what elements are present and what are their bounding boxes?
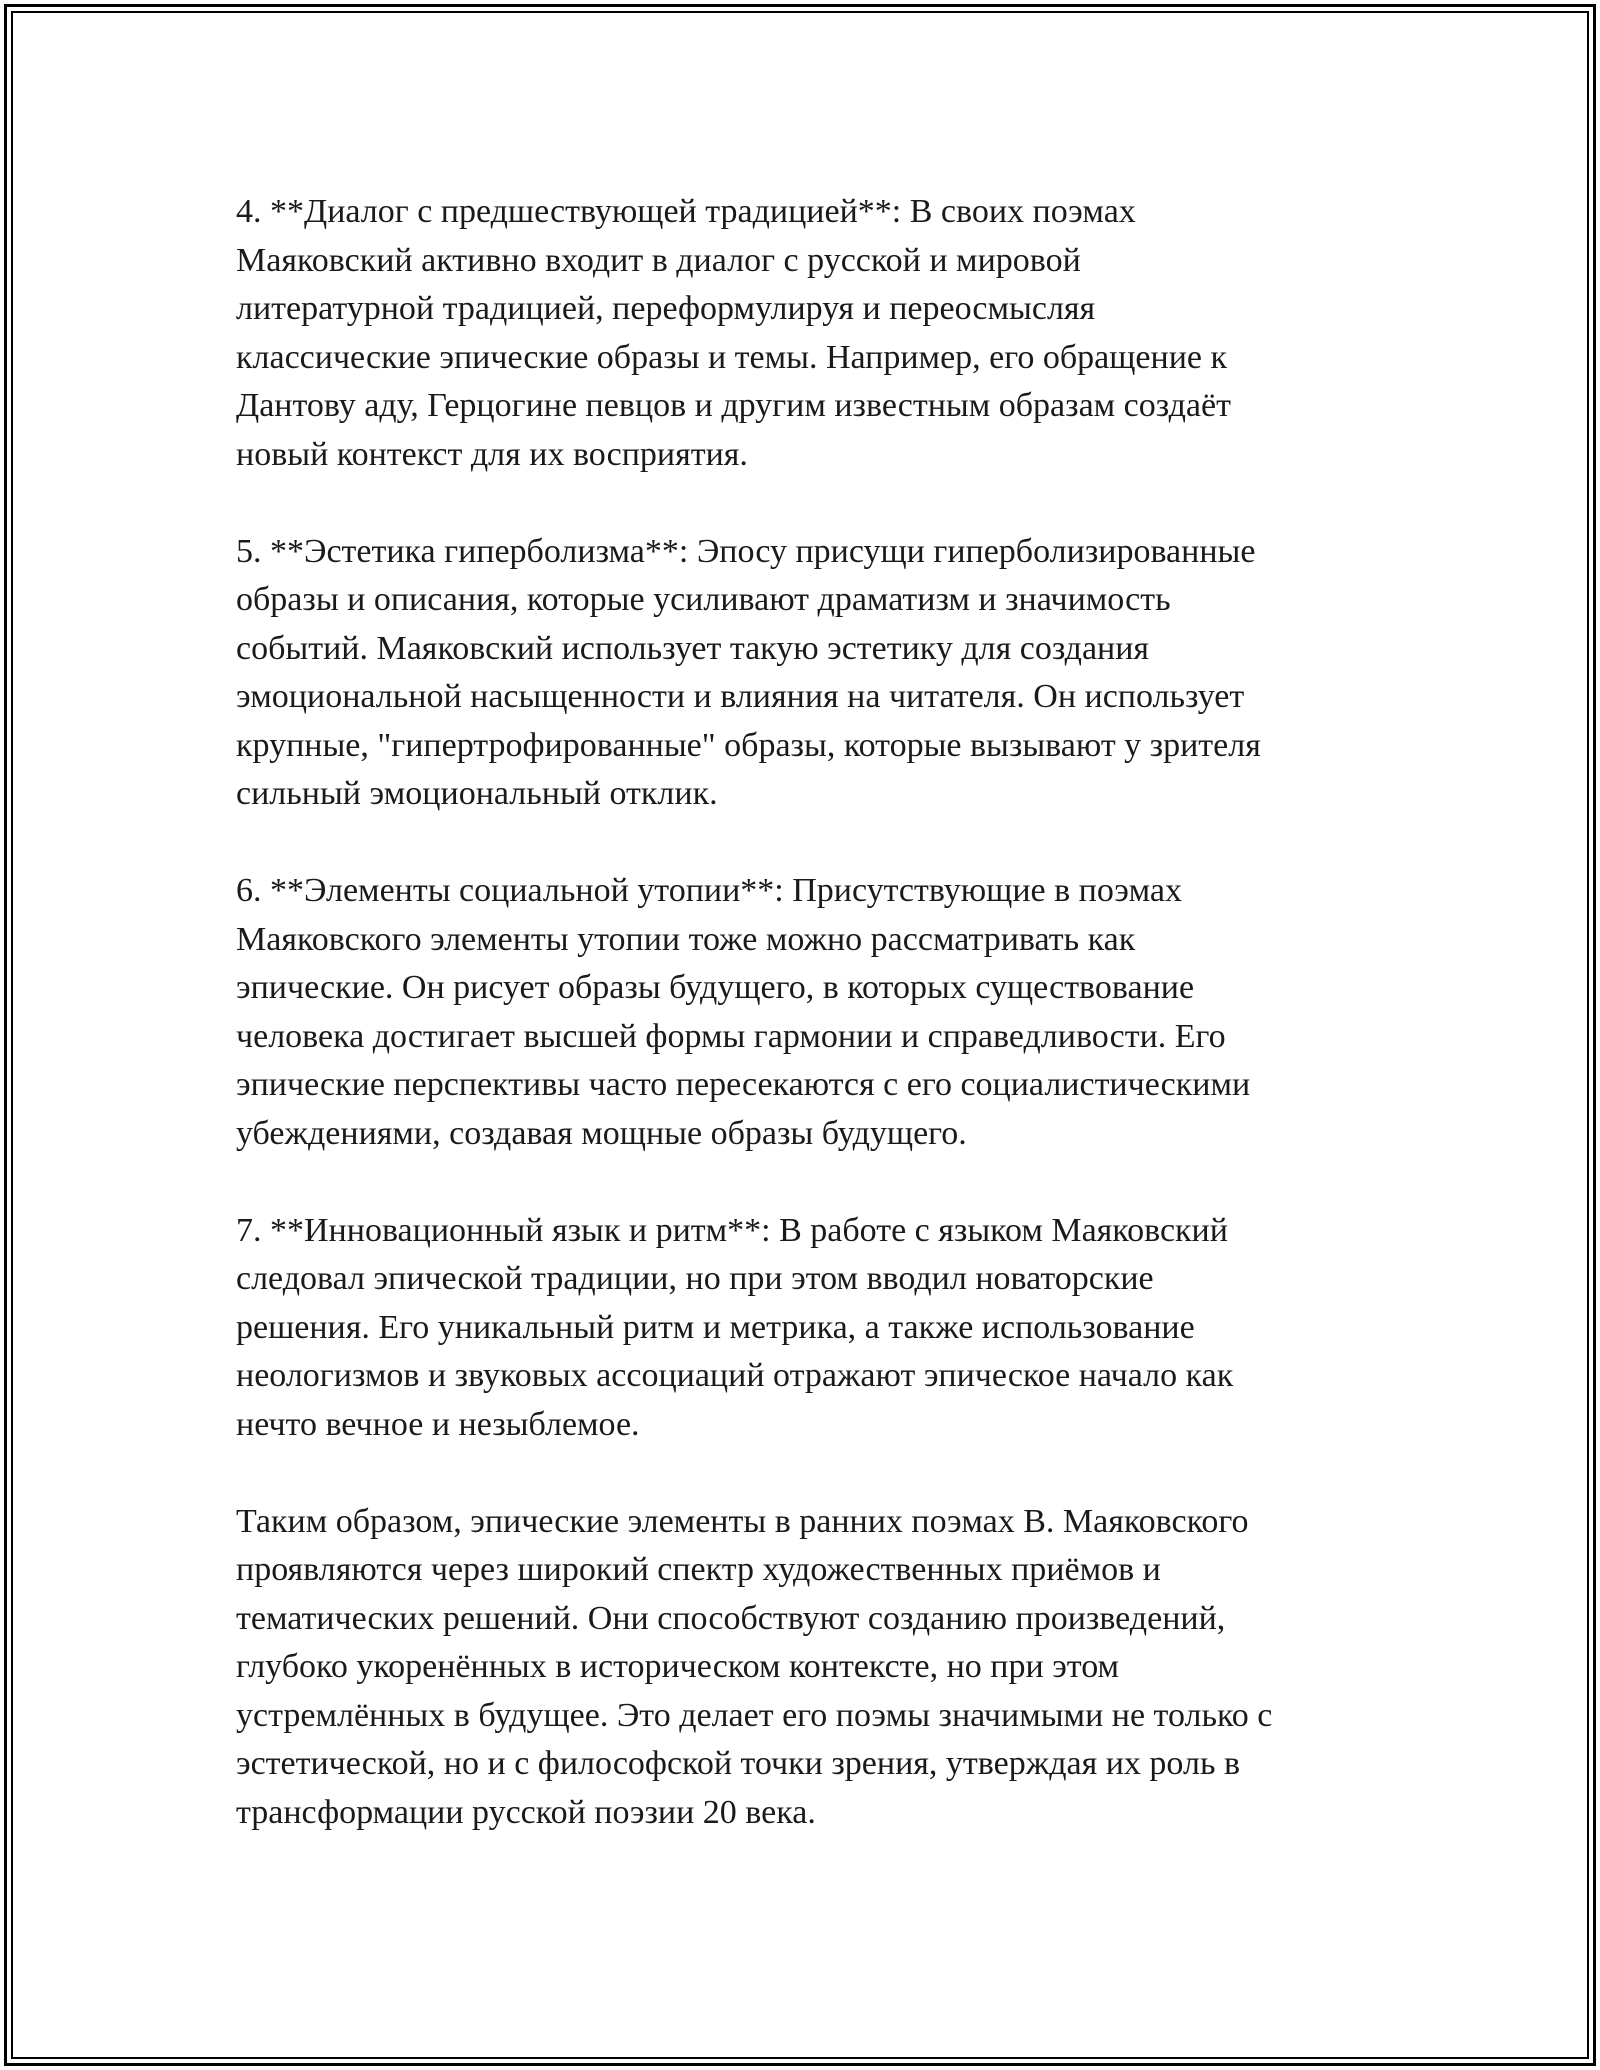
text-line: классические эпические образы и темы. Например, его обращение к	[236, 338, 1228, 376]
text-line: устремлённых в будущее. Это делает его поэмы значимыми не только с	[236, 1696, 1273, 1734]
paragraph-hyperbole-aesthetics	[236, 528, 1376, 819]
text-line: 5. **Эстетика гиперболизма**: Эпосу присущи гиперболизированные	[236, 532, 1256, 570]
text-line: следовал эпической традиции, но при этом вводил новаторские	[236, 1260, 1154, 1297]
text-line: литературной традицией, переформулируя и переосмысляя	[236, 290, 1096, 327]
text-line: образы и описания, которые усиливают драматизм и значимость	[236, 581, 1171, 618]
text-line: сильный эмоциональный отклик.	[236, 775, 718, 812]
text-line: эпические перспективы часто пересекаются с его социалистическими	[236, 1066, 1251, 1103]
text-line: 7. **Инновационный язык и ритм**: В работе с языком Маяковский	[236, 1211, 1228, 1249]
text-line: эмоциональной насыщенности и влияния на читателя. Он использует	[236, 678, 1245, 715]
text-line: 6. **Элементы социальной утопии**: Присутствующие в поэмах	[236, 872, 1182, 909]
text-line: Дантову аду, Герцогине певцов и другим известным образам создаёт	[236, 387, 1231, 424]
paragraph-conclusion	[236, 1498, 1376, 1838]
text-line: Маяковского элементы утопии тоже можно рассматривать как	[236, 920, 1136, 958]
text-line: убеждениями, создавая мощные образы будущего.	[236, 1114, 967, 1152]
paragraph-dialogue-with-tradition	[236, 188, 1376, 479]
text-line: эпические. Он рисует образы будущего, в которых существование	[236, 969, 1195, 1006]
text-line: тематических решений. Они способствуют созданию произведений,	[236, 1599, 1226, 1637]
text-line: проявляются через широкий спектр художественных приёмов и	[236, 1551, 1161, 1588]
text-line: трансформации русской поэзии 20 века.	[236, 1793, 816, 1831]
text-line: Таким образом, эпические элементы в ранних поэмах В. Маяковского	[236, 1502, 1249, 1540]
text-line: новый контекст для их восприятия.	[236, 435, 748, 473]
text-line: неологизмов и звуковых ассоциаций отражают эпическое начало как	[236, 1357, 1234, 1394]
text-line: 4. **Диалог с предшествующей традицией**: В своих поэмах	[236, 193, 1136, 230]
paragraph-language-and-rhythm	[236, 1207, 1376, 1450]
text-line: решения. Его уникальный ритм и метрика, а также использование	[236, 1308, 1195, 1346]
text-line: эстетической, но и с философской точки зрения, утверждая их роль в	[236, 1745, 1241, 1782]
text-line: человека достигает высшей формы гармонии и справедливости. Его	[236, 1017, 1226, 1055]
paragraph-social-utopia	[236, 867, 1376, 1158]
text-line: нечто вечное и незыблемое.	[236, 1405, 640, 1443]
document-body	[236, 188, 1376, 1886]
text-line: крупные, "гипертрофированные" образы, которые вызывают у зрителя	[236, 726, 1261, 764]
text-line: глубоко укоренённых в историческом контексте, но при этом	[236, 1648, 1120, 1685]
text-line: событий. Маяковский использует такую эстетику для создания	[236, 629, 1150, 667]
text-line: Маяковский активно входит в диалог с русской и мировой	[236, 241, 1081, 279]
